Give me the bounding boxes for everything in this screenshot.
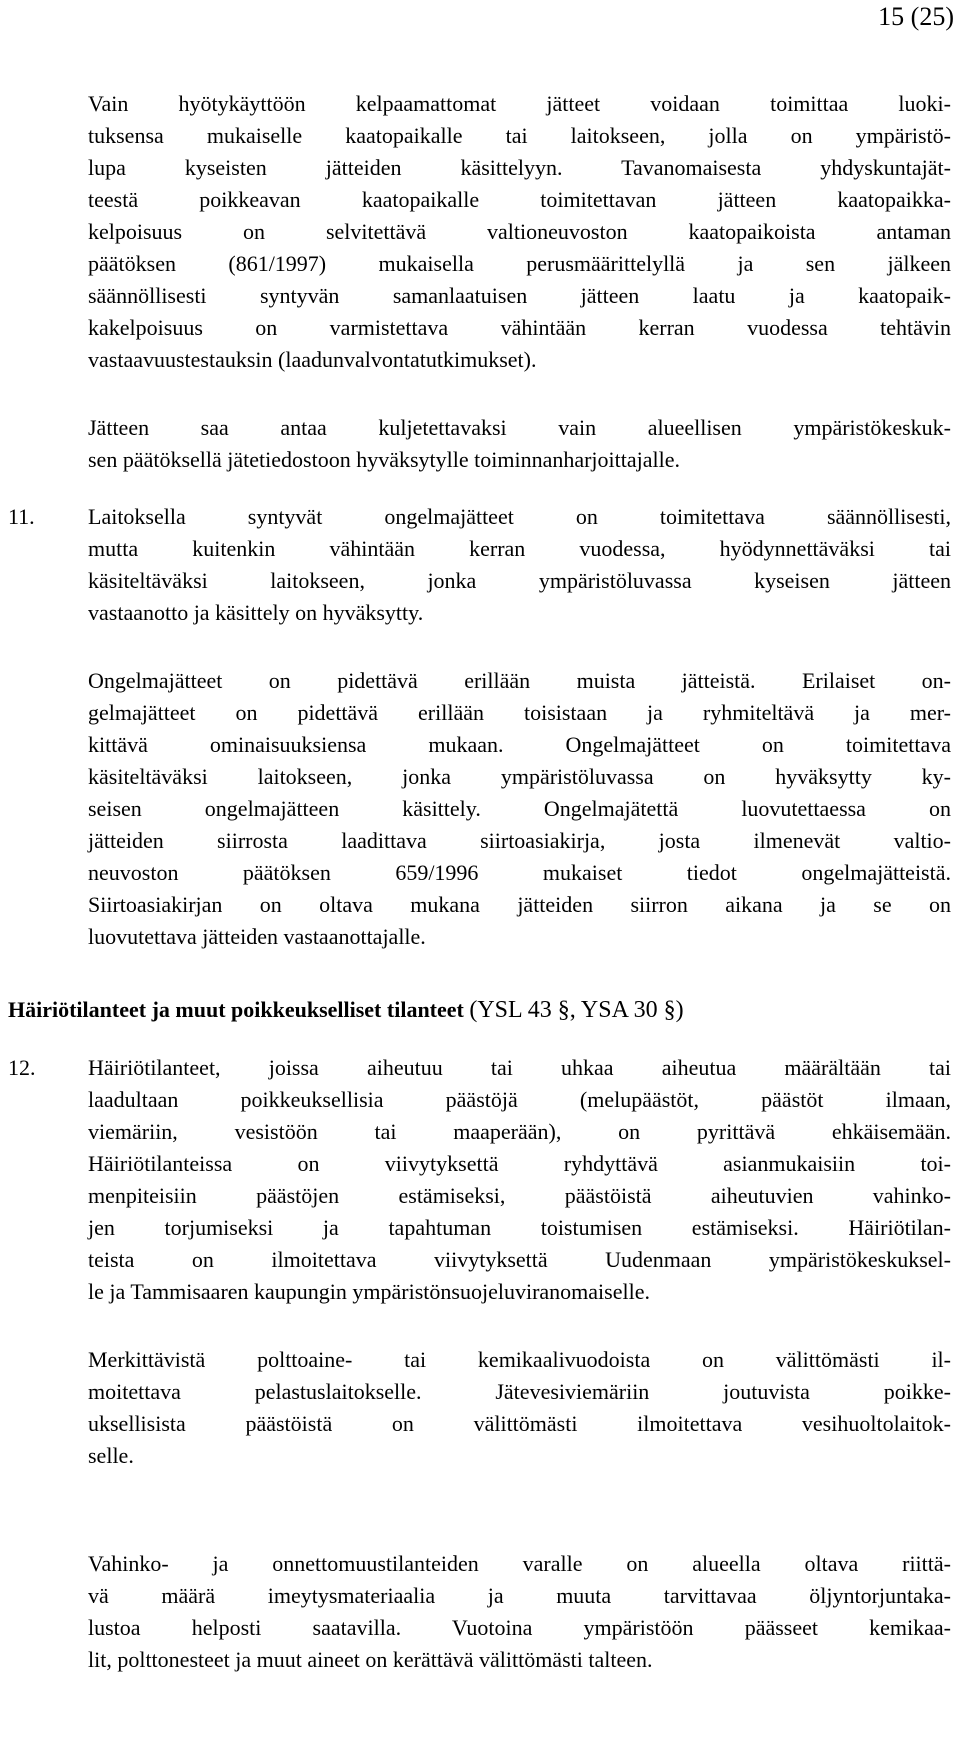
text-line: viemäriin, vesistöön tai maaperään), on pyrittävä ehkäisemään. (88, 1119, 951, 1144)
text-line: Jätteen saa antaa kuljetettavaksi vain alueellisen ympäristökeskuk- (88, 415, 951, 440)
text-line: päätöksen (861/1997) mukaisella perusmäärittelyllä ja sen jälkeen (88, 251, 951, 276)
text-line: jätteiden siirrosta laadittava siirtoasiakirja, josta ilmenevät valtio- (88, 828, 951, 853)
text-line: Laitoksella syntyvät ongelmajätteet on toimitettava säännöllisesti, (88, 504, 951, 529)
text-line: lupa kyseisten jätteiden käsittelyyn. Tavanomaisesta yhdyskuntajät- (88, 155, 951, 180)
text-line: gelmajätteet on pidettävä erillään toisistaan ja ryhmiteltävä ja mer- (88, 700, 951, 725)
text-line: kittävä ominaisuuksiensa mukaan. Ongelmajätteet on toimitettava (88, 732, 951, 757)
text-line: moitettava pelastuslaitokselle. Jätevesiviemäriin joutuvista poikke- (88, 1379, 951, 1404)
text-line: uksellisista päästöistä on välittömästi ilmoitettava vesihuoltolaitok- (88, 1411, 951, 1436)
text-line: vastaavuustestauksin (laadunvalvontatutkimukset). (88, 347, 537, 372)
text-line: lustoa helposti saatavilla. Vuotoina ympäristöön päässeet kemikaa- (88, 1615, 951, 1640)
text-line: neuvoston päätöksen 659/1996 mukaiset tiedot ongelmajätteistä. (88, 860, 951, 885)
text-line: sen päätöksellä jätetiedostoon hyväksytylle toiminnanharjoittajalle. (88, 447, 681, 472)
text-line: teestä poikkeavan kaatopaikalle toimitettavan jätteen kaatopaikka- (88, 187, 951, 212)
text-line: seisen ongelmajätteen käsittely. Ongelmajätettä luovutettaessa on (88, 796, 951, 821)
page-number: 15 (25) (878, 2, 954, 31)
text-line: käsiteltäväksi laitokseen, jonka ympäristöluvassa kyseisen jätteen (88, 568, 951, 593)
text-line: Siirtoasiakirjan on oltava mukana jätteiden siirron aikana ja se on (88, 892, 951, 917)
text-line: Häiriötilanteissa on viivytyksettä ryhdyttävä asianmukaisiin toi- (88, 1151, 951, 1176)
text-line: käsiteltäväksi laitokseen, jonka ympäristöluvassa on hyväksytty ky- (88, 764, 951, 789)
text-line: le ja Tammisaaren kaupungin ympäristönsuojeluviranomaiselle. (88, 1279, 650, 1304)
text-line: jen torjumiseksi ja tapahtuman toistumisen estämiseksi. Häiriötilan- (88, 1215, 951, 1240)
text-line: vä määrä imeytysmateriaalia ja muuta tarvittavaa öljyntorjuntaka- (88, 1583, 951, 1608)
section-heading-reference: (YSL 43 §, YSA 30 §) (469, 997, 684, 1023)
text-line: menpiteisiin päästöjen estämiseksi, päästöistä aiheutuvien vahinko- (88, 1183, 951, 1208)
provision-number: 11. (8, 504, 35, 529)
section-heading-title: Häiriötilanteet ja muut poikkeukselliset tilanteet (8, 997, 464, 1022)
text-line: tuksensa mukaiselle kaatopaikalle tai laitokseen, jolla on ympäristö- (88, 123, 951, 148)
text-line: Merkittävistä polttoaine- tai kemikaalivuodoista on välittömästi il- (88, 1347, 951, 1372)
text-line: kelpoisuus on selvitettävä valtioneuvoston kaatopaikoista antaman (88, 219, 951, 244)
text-line: vastaanotto ja käsittely on hyväksytty. (88, 600, 424, 625)
text-line: Häiriötilanteet, joissa aiheutuu tai uhkaa aiheutua määrältään tai (88, 1055, 951, 1080)
text-line: Ongelmajätteet on pidettävä erillään muista jätteistä. Erilaiset on- (88, 668, 951, 693)
text-line: luovutettava jätteiden vastaanottajalle. (88, 924, 426, 949)
text-line: laadultaan poikkeuksellisia päästöjä (melupäästöt, päästöt ilmaan, (88, 1087, 951, 1112)
text-line: Vahinko- ja onnettomuustilanteiden varalle on alueella oltava riittä- (88, 1551, 951, 1576)
text-line: teista on ilmoitettava viivytyksettä Uudenmaan ympäristökeskuksel- (88, 1247, 951, 1272)
text-line: säännöllisesti syntyvän samanlaatuisen jätteen laatu ja kaatopaik- (88, 283, 951, 308)
provision-number: 12. (8, 1055, 36, 1080)
text-line: selle. (88, 1443, 134, 1468)
text-line: Vain hyötykäyttöön kelpaamattomat jätteet voidaan toimittaa luoki- (88, 91, 951, 116)
text-line: kakelpoisuus on varmistettava vähintään kerran vuodessa tehtävin (88, 315, 951, 340)
text-line: lit, polttonesteet ja muut aineet on kerättävä välittömästi talteen. (88, 1647, 653, 1672)
text-line: mutta kuitenkin vähintään kerran vuodessa, hyödynnettäväksi tai (88, 536, 951, 561)
section-heading (8, 996, 684, 1024)
